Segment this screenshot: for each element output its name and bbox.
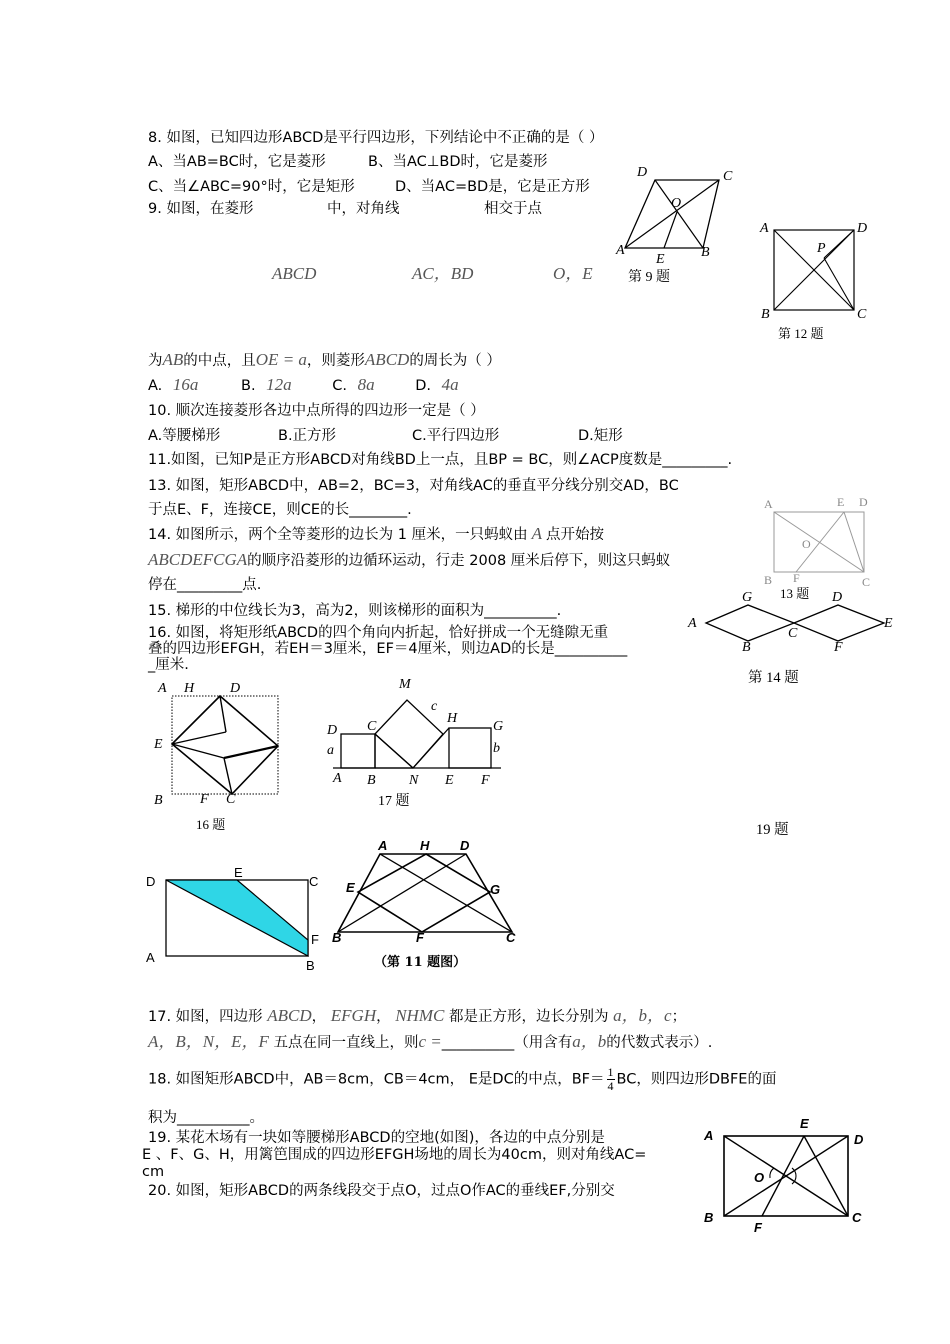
q11-figure-caption: （第 11 题图） bbox=[374, 955, 467, 970]
q16-folded-rectangle-figure bbox=[150, 676, 290, 808]
svg-text:C: C bbox=[723, 169, 733, 184]
svg-text:C: C bbox=[309, 874, 319, 889]
q8-option-a: A、当AB=BC时，它是菱形 bbox=[148, 154, 326, 170]
q9-mid2: 相交于点 bbox=[484, 201, 542, 217]
q9-options bbox=[148, 375, 459, 396]
svg-text:C: C bbox=[506, 930, 516, 945]
svg-text:B: B bbox=[154, 793, 163, 808]
svg-text:O: O bbox=[754, 1170, 765, 1185]
q20-rectangle-figure bbox=[700, 1112, 880, 1238]
q9-math-acbd: AC，BD bbox=[412, 264, 474, 283]
svg-text:F: F bbox=[416, 930, 424, 945]
svg-text:A: A bbox=[158, 681, 167, 696]
svg-text:P: P bbox=[817, 241, 826, 256]
svg-text:C: C bbox=[852, 1210, 862, 1225]
svg-text:D: D bbox=[146, 874, 156, 889]
q9-text-d: 的周长为（ ） bbox=[409, 353, 501, 369]
q17-math-efgh: EFGH bbox=[330, 1006, 377, 1025]
q18-fraction-numerator: 1 bbox=[607, 1065, 614, 1079]
q10-option-b: B.正方形 bbox=[278, 428, 337, 444]
svg-text:F: F bbox=[200, 792, 209, 807]
q16-line2: 叠的四边形EFGH，若EH＝3厘米，EF＝4厘米，则边AD的长是__________ bbox=[148, 641, 628, 657]
q10-option-d: D.矩形 bbox=[578, 428, 623, 444]
q16-line1: 16. 如图，将矩形纸ABCD的四个角向内折起，恰好拼成一个无缝隙无重 bbox=[148, 625, 609, 641]
svg-text:B: B bbox=[704, 1210, 714, 1225]
svg-text:A: A bbox=[760, 221, 769, 236]
q9-math-eq: OE = a bbox=[255, 350, 307, 369]
svg-text:A: A bbox=[704, 1128, 714, 1143]
q9-math-ab: AB bbox=[162, 350, 184, 369]
q17-line1: 17. 如图，四边形 ABCD， EFGH， NHMC 都是正方形，边长分别为 a，b，c； bbox=[148, 1006, 687, 1025]
q14-text-2: 的顺序沿菱形的边循环运动，行走 2008 厘米后停下，则这只蚂蚁 bbox=[247, 553, 671, 569]
q9-option-b-label: B. bbox=[241, 378, 256, 394]
q17-text-2b: __________（用含有 bbox=[441, 1035, 573, 1051]
q19-line3: cm bbox=[142, 1164, 165, 1180]
q14-text-1: 14. 如图所示，两个全等菱形的边长为 1 厘米，一只蚂蚁由 bbox=[148, 527, 528, 543]
svg-text:M: M bbox=[399, 677, 411, 692]
svg-text:H: H bbox=[184, 681, 195, 696]
svg-text:A: A bbox=[333, 771, 342, 786]
q17-math-c: c = bbox=[418, 1032, 442, 1051]
q9-text-a: 为 bbox=[148, 353, 163, 369]
svg-text:H: H bbox=[420, 838, 430, 853]
svg-text:D: D bbox=[230, 681, 241, 696]
q14-line1 bbox=[148, 524, 604, 545]
q12-square-figure bbox=[760, 220, 870, 320]
q9-mid1: 中，对角线 bbox=[327, 201, 400, 217]
q14-math-path: ABCDEFCGA bbox=[148, 550, 248, 569]
q18-text-1a: 18. 如图矩形ABCD中，AB＝8cm，CB＝4cm， E是DC的中点，BF＝ bbox=[148, 1071, 605, 1088]
svg-text:B: B bbox=[761, 307, 770, 322]
q9-math-abcd2: ABCD bbox=[364, 350, 410, 369]
svg-text:A: A bbox=[616, 243, 625, 258]
svg-text:A: A bbox=[378, 838, 388, 853]
q17-text-2a: 五点在同一直线上，则 bbox=[273, 1035, 419, 1051]
svg-text:F: F bbox=[311, 932, 319, 947]
svg-text:E: E bbox=[884, 616, 893, 631]
svg-text:B: B bbox=[306, 958, 315, 973]
q9-rhombus-figure bbox=[615, 160, 735, 265]
svg-text:D: D bbox=[859, 495, 868, 509]
svg-text:C: C bbox=[788, 626, 798, 641]
svg-text:N: N bbox=[409, 773, 419, 788]
q14-text-1b: 点开始按 bbox=[546, 527, 605, 543]
q19-figure-caption: 19 题 bbox=[756, 822, 789, 838]
svg-text:B: B bbox=[742, 640, 751, 655]
q9-option-d-value: 4a bbox=[441, 375, 459, 394]
q9-option-d-label: D. bbox=[415, 378, 432, 394]
q14-math-a: A bbox=[531, 524, 543, 543]
q8-stem: 8. 如图，已知四边形ABCD是平行四边形，下列结论中不正确的是（ ） bbox=[148, 130, 604, 146]
q17-squares-figure bbox=[325, 672, 515, 792]
q17-math-abc: a，b，c bbox=[613, 1006, 672, 1025]
svg-text:b: b bbox=[493, 741, 500, 756]
svg-text:B: B bbox=[332, 930, 342, 945]
svg-text:D: D bbox=[854, 1132, 864, 1147]
svg-text:D: D bbox=[857, 221, 868, 236]
q9-option-a-value: 16a bbox=[172, 375, 199, 394]
svg-text:a: a bbox=[327, 743, 334, 758]
q9-option-b-value: 12a bbox=[266, 375, 292, 394]
svg-text:B: B bbox=[701, 245, 710, 260]
q19-line2: E 、F、G、H，用篱笆围成的四边形EFGH场地的周长为40cm，则对角线AC= bbox=[142, 1147, 647, 1163]
q17-text-1a: 17. 如图，四边形 bbox=[148, 1009, 263, 1025]
q18-text-1b: BC，则四边形DBFE的面 bbox=[616, 1071, 777, 1088]
q9-line1: 9. 如图，在菱形 bbox=[148, 201, 254, 217]
svg-text:C: C bbox=[857, 307, 867, 322]
svg-text:E: E bbox=[445, 773, 454, 788]
svg-text:C: C bbox=[367, 719, 377, 734]
q14-figure-caption: 第 14 题 bbox=[748, 670, 799, 686]
svg-text:H: H bbox=[447, 711, 458, 726]
q9-figure-caption: 第 9 题 bbox=[628, 270, 670, 285]
q18-shaded-region bbox=[166, 880, 308, 956]
q17-text-2c: 的代数式表示）. bbox=[606, 1035, 713, 1051]
svg-text:O: O bbox=[802, 537, 811, 551]
svg-text:E: E bbox=[837, 495, 845, 509]
svg-text:E: E bbox=[154, 737, 163, 752]
q9-option-a-label: A. bbox=[148, 378, 163, 394]
svg-text:G: G bbox=[490, 882, 501, 897]
q17-math-abcd: ABCD bbox=[267, 1006, 312, 1025]
q9-option-c-label: C. bbox=[332, 378, 348, 394]
q11-trapezoid-figure bbox=[330, 838, 520, 978]
svg-text:C: C bbox=[862, 575, 871, 589]
q13-figure-caption: 13 题 bbox=[780, 586, 810, 601]
svg-text:G: G bbox=[742, 590, 753, 605]
svg-text:c: c bbox=[431, 699, 438, 714]
svg-text:F: F bbox=[754, 1220, 762, 1235]
q8-option-c: C、当∠ABC=90°时，它是矩形 bbox=[148, 179, 355, 195]
q16-line3: _厘米. bbox=[148, 657, 189, 673]
svg-text:F: F bbox=[481, 773, 490, 788]
q16-figure-caption: 16 题 bbox=[196, 817, 226, 832]
q17-line2 bbox=[148, 1032, 712, 1053]
q8-option-b: B、当AC⊥BD时，它是菱形 bbox=[368, 154, 548, 170]
svg-text:A: A bbox=[688, 616, 697, 631]
q19-line1: 19. 某花木场有一块如等腰梯形ABCD的空地(如图)，各边的中点分别是 bbox=[148, 1130, 605, 1146]
svg-text:E: E bbox=[656, 252, 665, 267]
svg-text:A: A bbox=[146, 950, 155, 965]
q18-fraction-denominator: 4 bbox=[607, 1079, 614, 1093]
q9-option-c-value: 8a bbox=[357, 375, 375, 394]
q9-text-b: 的中点，且 bbox=[183, 353, 256, 369]
q17-math-nhmc: NHMC bbox=[395, 1006, 445, 1025]
svg-text:F: F bbox=[834, 640, 843, 655]
q18-line1 bbox=[148, 1066, 776, 1093]
svg-text:A: A bbox=[764, 497, 773, 511]
q10-option-c: C.平行四边形 bbox=[412, 428, 500, 444]
q13-line1: 13. 如图，矩形ABCD中，AB=2，BC=3，对角线AC的垂直平分线分别交AD，BC bbox=[148, 478, 679, 494]
svg-text:D: D bbox=[832, 590, 843, 605]
q17-math-points: A，B，N，E，F bbox=[148, 1032, 269, 1051]
svg-text:C: C bbox=[226, 792, 236, 807]
q18-fraction bbox=[607, 1066, 615, 1093]
q8-option-d: D、当AC=BD是，它是正方形 bbox=[395, 179, 590, 195]
q12-figure-caption: 第 12 题 bbox=[778, 326, 824, 341]
svg-text:B: B bbox=[367, 773, 376, 788]
q9-math-oe: O，E bbox=[553, 264, 593, 283]
q13-rectangle-figure bbox=[760, 492, 880, 592]
q18-shaded-rectangle-figure bbox=[140, 864, 330, 974]
q17-figure-caption: 17 题 bbox=[378, 794, 410, 809]
q18-line2: 积为__________。 bbox=[148, 1110, 264, 1126]
q17-math-ab: a，b bbox=[572, 1032, 607, 1051]
q13-line2: 于点E、F，连接CE，则CE的长________. bbox=[148, 502, 412, 518]
q14-line3: 停在_________点. bbox=[148, 577, 262, 593]
svg-text:F: F bbox=[793, 571, 800, 585]
svg-text:E: E bbox=[800, 1116, 809, 1131]
svg-text:E: E bbox=[346, 880, 355, 895]
svg-text:D: D bbox=[637, 165, 648, 180]
svg-text:B: B bbox=[764, 573, 773, 587]
q10-stem: 10. 顺次连接菱形各边中点所得的四边形一定是（ ） bbox=[148, 403, 485, 419]
q9-text-c: ，则菱形 bbox=[306, 353, 365, 369]
q11-stem: 11.如图，已知P是正方形ABCD对角线BD上一点，且BP = BC，则∠ACP度数是_________. bbox=[148, 452, 733, 468]
q17-text-1b: 都是正方形，边长分别为 bbox=[448, 1009, 609, 1025]
q9-math-abcd: ABCD bbox=[272, 264, 317, 283]
svg-text:E: E bbox=[234, 865, 243, 880]
svg-text:D: D bbox=[460, 838, 470, 853]
q10-option-a: A.等腰梯形 bbox=[148, 428, 221, 444]
q20-line1: 20. 如图，矩形ABCD的两条线段交于点O，过点O作AC的垂线EF,分别交 bbox=[148, 1183, 615, 1199]
q9-line3 bbox=[148, 350, 501, 371]
q15-stem: 15. 梯形的中位线长为3，高为2，则该梯形的面积为__________. bbox=[148, 603, 562, 619]
q14-line2 bbox=[148, 550, 670, 571]
svg-text:G: G bbox=[493, 719, 504, 734]
svg-text:O: O bbox=[671, 196, 682, 211]
svg-text:D: D bbox=[327, 723, 338, 738]
q14-rhombi-figure bbox=[688, 585, 898, 655]
